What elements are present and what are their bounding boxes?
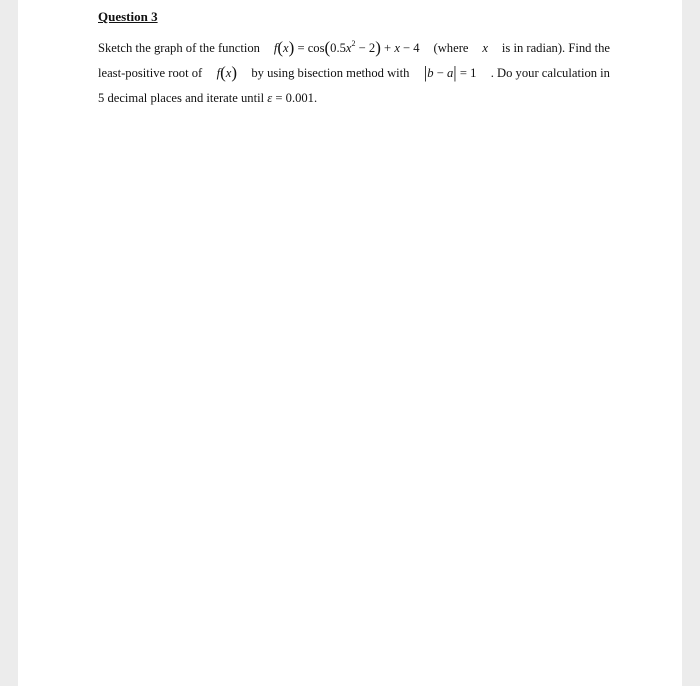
line-3-period: . — [313, 91, 318, 105]
line-2-middle-text: by using bisection method with — [251, 66, 410, 80]
question-line-2 — [98, 61, 610, 86]
interval-width-formula: |b − a| = 1 — [423, 63, 477, 82]
formula-var: x — [345, 41, 352, 55]
document-page — [18, 0, 682, 686]
formula-x: x — [283, 41, 289, 55]
formula-coefficient: 0.5 — [330, 41, 346, 55]
line-1-tail-text: is in radian). Find the — [501, 41, 610, 55]
tolerance-epsilon: ε — [267, 91, 273, 105]
interval-equals-one: = 1 — [459, 66, 477, 80]
formula-equals-cos: = cos — [297, 41, 325, 55]
line-3-lead-text: 5 decimal places and iterate until — [98, 91, 265, 105]
function-reference-formula: f(x) — [216, 63, 238, 82]
function-definition-formula: $f(x) = \cos(0.5x^2 - 2) + x - 4$ — [273, 38, 420, 57]
tolerance-formula — [267, 91, 314, 105]
interval-a: a — [446, 66, 454, 80]
question-line-1 — [98, 36, 610, 61]
line-2-f: f — [216, 66, 221, 80]
formula-exponent: 2 — [351, 39, 356, 48]
interval-minus: − — [436, 66, 444, 80]
question-body — [98, 36, 610, 111]
formula-plus: + — [384, 41, 395, 55]
line-1-variable-x: x — [482, 41, 488, 55]
interval-b: b — [427, 66, 434, 80]
line-1-lead-text: Sketch the graph of the function — [98, 41, 260, 55]
line-1-paren-open: (where — [433, 41, 469, 55]
question-line-3 — [98, 86, 610, 111]
line-2-x: x — [225, 66, 232, 80]
formula-minus-two: − 2 — [358, 41, 376, 55]
question-heading: Question 3 — [98, 9, 158, 24]
formula-x-term: x — [394, 41, 400, 55]
tolerance-value: = 0.001 — [275, 91, 314, 105]
formula-minus-four: − 4 — [399, 41, 420, 55]
formula-f: f — [273, 41, 278, 55]
line-2-lead-text: least-positive root of — [98, 66, 203, 80]
line-2-tail-text: . Do your calculation in — [490, 66, 610, 80]
